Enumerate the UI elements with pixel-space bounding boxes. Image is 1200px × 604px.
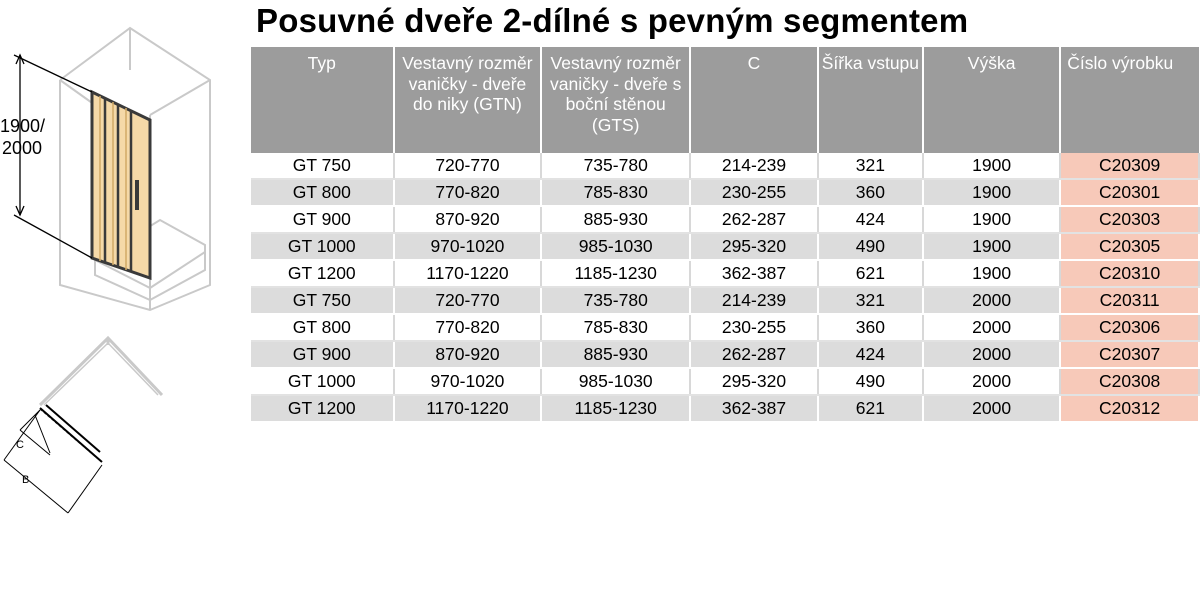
cell-entry-width: 490 — [818, 368, 923, 395]
table-row — [251, 395, 1199, 422]
cell-product-number: C20301 — [1060, 179, 1199, 206]
cell-height: 2000 — [923, 341, 1060, 368]
height-label-bottom: 2000 — [2, 138, 43, 158]
cell-gtn: 1170-1220 — [394, 260, 542, 287]
page-title: Posuvné dveře 2-dílné s pevným segmentem — [256, 2, 969, 39]
cell-c: 262-287 — [690, 206, 818, 233]
cell-product-number: C20305 — [1060, 233, 1199, 260]
table-row — [251, 314, 1199, 341]
cell-height: 2000 — [923, 395, 1060, 422]
cell-product-number: C20310 — [1060, 260, 1199, 287]
column-header-typ: Typ — [251, 47, 394, 153]
cell-gtn: 770-820 — [394, 179, 542, 206]
cell-gtn: 870-920 — [394, 206, 542, 233]
cell-c: 362-387 — [690, 260, 818, 287]
cell-entry-width: 490 — [818, 233, 923, 260]
label-c: C — [16, 439, 24, 451]
cell-entry-width: 321 — [818, 287, 923, 314]
cell-gtn: 1170-1220 — [394, 395, 542, 422]
cell-product-number: C20307 — [1060, 341, 1199, 368]
column-header-c: C — [690, 47, 818, 153]
specification-table — [251, 47, 1200, 423]
cell-type: GT 800 — [251, 314, 394, 341]
table-row — [251, 341, 1199, 368]
cell-entry-width: 360 — [818, 314, 923, 341]
table-row — [251, 153, 1199, 179]
cell-gts: 785-830 — [541, 314, 690, 341]
cell-gts: 985-1030 — [541, 233, 690, 260]
cell-c: 295-320 — [690, 368, 818, 395]
door-illustration — [0, 20, 250, 320]
cell-product-number: C20311 — [1060, 287, 1199, 314]
cell-gts: 885-930 — [541, 341, 690, 368]
cell-height: 2000 — [923, 368, 1060, 395]
cell-c: 262-287 — [690, 341, 818, 368]
label-b: B — [22, 474, 30, 486]
cell-c: 295-320 — [690, 233, 818, 260]
cell-entry-width: 621 — [818, 260, 923, 287]
cell-product-number: C20309 — [1060, 153, 1199, 179]
cell-product-number: C20308 — [1060, 368, 1199, 395]
table-row — [251, 179, 1199, 206]
cell-entry-width: 424 — [818, 341, 923, 368]
cell-gts: 735-780 — [541, 153, 690, 179]
cell-height: 2000 — [923, 314, 1060, 341]
cell-type: GT 1000 — [251, 233, 394, 260]
column-header-gts: Vestavný rozměr vaničky - dveře s boční stěnou (GTS) — [541, 47, 690, 153]
cell-entry-width: 621 — [818, 395, 923, 422]
cell-type: GT 1200 — [251, 395, 394, 422]
cell-type: GT 750 — [251, 287, 394, 314]
column-header-entry-width: Šířka vstupu — [818, 47, 923, 153]
cell-height: 1900 — [923, 206, 1060, 233]
plan-view-illustration — [0, 335, 180, 515]
cell-entry-width: 321 — [818, 153, 923, 179]
cell-gts: 785-830 — [541, 179, 690, 206]
cell-height: 2000 — [923, 287, 1060, 314]
cell-product-number: C20312 — [1060, 395, 1199, 422]
cell-gts: 735-780 — [541, 287, 690, 314]
cell-gts: 985-1030 — [541, 368, 690, 395]
table-row — [251, 260, 1199, 287]
cell-gtn: 970-1020 — [394, 368, 542, 395]
cell-gts: 885-930 — [541, 206, 690, 233]
cell-c: 230-255 — [690, 179, 818, 206]
table-row — [251, 206, 1199, 233]
cell-type: GT 750 — [251, 153, 394, 179]
cell-product-number: C20306 — [1060, 314, 1199, 341]
cell-height: 1900 — [923, 153, 1060, 179]
cell-gtn: 870-920 — [394, 341, 542, 368]
cell-gtn: 720-770 — [394, 287, 542, 314]
cell-c: 230-255 — [690, 314, 818, 341]
cell-height: 1900 — [923, 233, 1060, 260]
column-header-gtn: Vestavný rozměr vaničky - dveře do niky (GTN) — [394, 47, 542, 153]
column-header-product-number: Číslo výrobku — [1060, 47, 1199, 153]
cell-gts: 1185-1230 — [541, 260, 690, 287]
table-row — [251, 368, 1199, 395]
cell-c: 214-239 — [690, 153, 818, 179]
table-row — [251, 233, 1199, 260]
cell-c: 214-239 — [690, 287, 818, 314]
cell-type: GT 1200 — [251, 260, 394, 287]
column-header-height: Výška — [923, 47, 1060, 153]
cell-gtn: 970-1020 — [394, 233, 542, 260]
table-row — [251, 287, 1199, 314]
cell-type: GT 900 — [251, 206, 394, 233]
cell-entry-width: 424 — [818, 206, 923, 233]
cell-c: 362-387 — [690, 395, 818, 422]
door-plan-lines — [40, 405, 102, 462]
cell-height: 1900 — [923, 260, 1060, 287]
cell-product-number: C20303 — [1060, 206, 1199, 233]
door-frame — [92, 92, 150, 278]
cell-entry-width: 360 — [818, 179, 923, 206]
cell-gtn: 720-770 — [394, 153, 542, 179]
cell-gts: 1185-1230 — [541, 395, 690, 422]
cell-type: GT 800 — [251, 179, 394, 206]
cell-type: GT 900 — [251, 341, 394, 368]
cell-height: 1900 — [923, 179, 1060, 206]
height-label-top: 1900/ — [0, 116, 46, 136]
table-header-row — [251, 47, 1199, 153]
cell-gtn: 770-820 — [394, 314, 542, 341]
cell-type: GT 1000 — [251, 368, 394, 395]
